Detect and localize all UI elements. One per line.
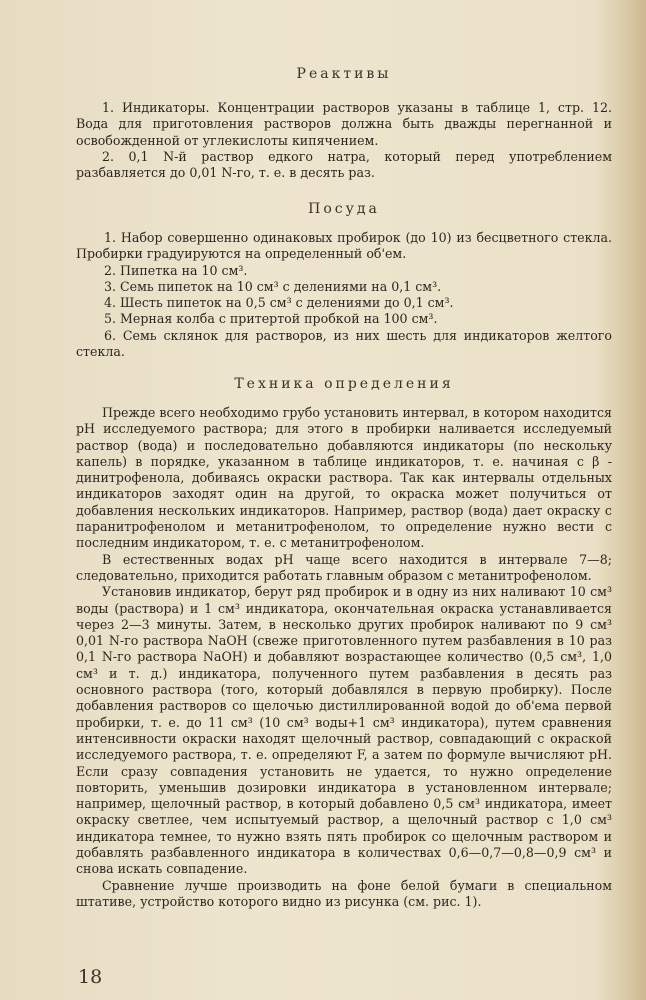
paragraph: 2. 0,1 N-й раствор едкого натра, который перед употреблением разбавляется до 0,01 N-го, т. е. в десять раз. (76, 148, 612, 181)
section-title-technique: Техника определения (234, 376, 454, 392)
list-item: 4. Шесть пипеток на 0,5 см³ с делениями до 0,1 см³. (104, 295, 454, 311)
paragraph: Установив индикатор, берут ряд пробирок и в одну из них наливают 10 см³ воды (раствора) и 1 см³ индикатора, окончательная окраска устанавливается через 2—3 минуты. Затем, в несколько других пробирок наливают по 9 см³ 0,01 N-го раствора NaOH (свеже приготовленного путем разбавления в 10 раз 0,1 N-го раствора NaOH) и добавляют возрастающее количество (0,5 см³, 1,0 см³ и т. д.) индикатора, полученного путем разбавления в десять раз основного раствора (того, который добавлялся в первую пробирку). После добавления растворов со щелочью дистиллированной водой до об'ема первой пробирки, т. е. до 11 см³ (10 см³ воды+1 см³ индикатора), путем сравнения интенсивности окраски находят щелочный раствор, совпадающий с окраской исследуемого раствора, т. е. определяют F, а затем по формуле вычисляют pH. Если сразу совпадения установить не удается, то нужно определение повторить, уменьшив дозировки индикатора в установленном интервале; например, щелочный раствор, в который добавлено 0,5 см³ индикатора, имеет окраску светлее, чем испытуемый раствор, а щелочный раствор с 1,0 см³ индикатора темнее, то нужно взять пять пробирок со щелочным раствором и добавлять разбавленного индикатора в количествах 0,6—0,7—0,8—0,9 см³ и снова искать совпадение. (76, 584, 612, 877)
list-item: 3. Семь пипеток на 10 см³ с делениями на 0,1 см³. (104, 278, 442, 294)
list-item: 5. Мерная колба с притертой пробкой на 100 см³. (104, 311, 438, 327)
page-number: 18 (78, 966, 103, 988)
paragraph: Прежде всего необходимо грубо установить интервал, в котором находится pH исследуемого раствора; для этого в пробирки наливается исследуемый раствор (вода) и последовательно добавляются индикаторы (по нескольку капель) в порядке, указанном в таблице индикаторов, т. е. начиная с β - динитрофенола, добиваясь окраски раствора. Так как интервалы отдельных индикаторов заходят один на другой, то окраска может получиться от добавления нескольких индикаторов. Например, раствор (вода) дает окраску с паранитрофенолом и метанитрофенолом, то определение нужно вести с последним индикатором, т. е. с метанитрофенолом. (76, 405, 612, 551)
section-title-reagents: Реактивы (296, 66, 392, 82)
reagents-body (76, 100, 612, 181)
dishes-list (76, 230, 612, 360)
list-item: 1. Набор совершенно одинаковых пробирок (до 10) из бесцветного стекла. Пробирки градуируются на определенный об'ем. (76, 230, 612, 262)
technique-body (76, 405, 612, 910)
list-item: 6. Семь склянок для растворов, из них шесть для индикаторов желтого стекла. (76, 327, 612, 360)
paragraph: Сравнение лучше производить на фоне белой бумаги в специальном штативе, устройство которого видно из рисунка (см. рис. 1). (76, 877, 612, 909)
list-item: 2. Пипетка на 10 см³. (104, 262, 248, 278)
paragraph: В естественных водах pH чаще всего находится в интервале 7—8; следовательно, приходится работать главным образом с метанитрофенолом. (76, 551, 612, 583)
paragraph: 1. Индикаторы. Концентрации растворов указаны в таблице 1, стр. 12. Вода для приготовления растворов должна быть дважды перегнанной и освобожденной от углекислоты кипячением. (76, 100, 612, 148)
section-title-dishes: Посуда (308, 201, 380, 217)
